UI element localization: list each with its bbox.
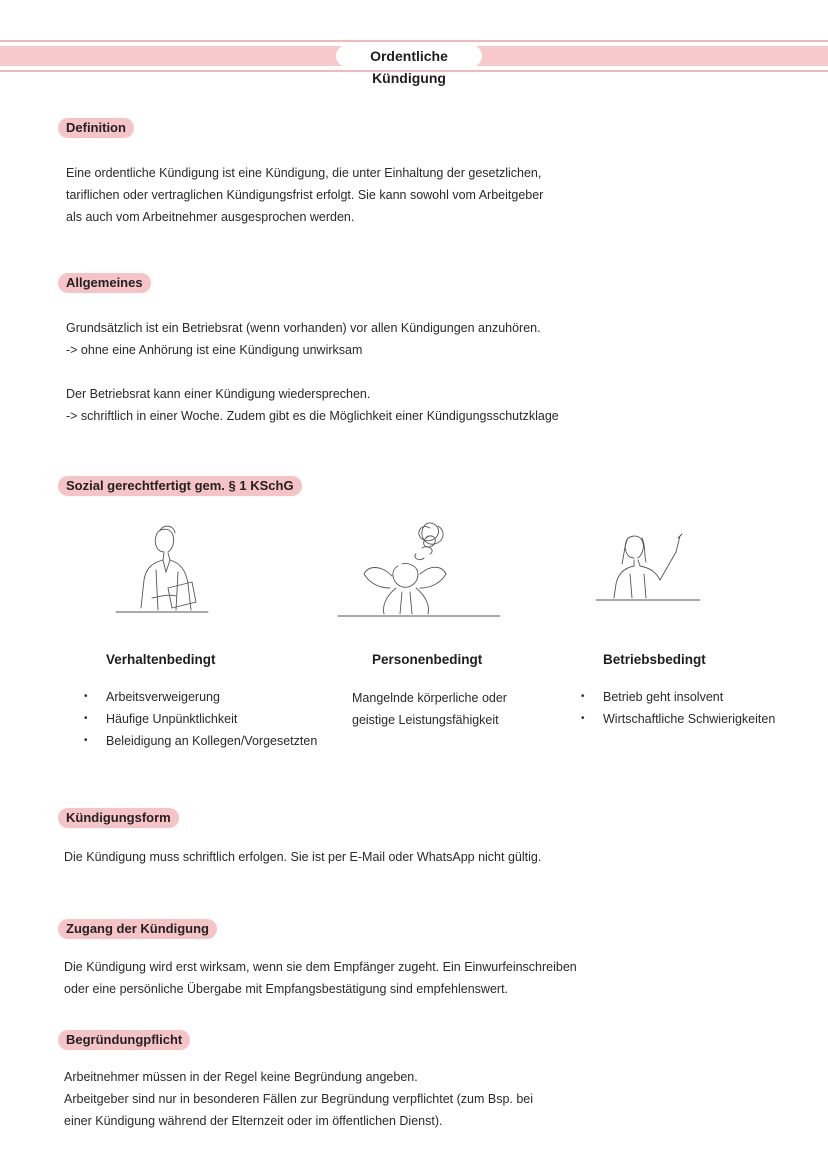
column-title-personenbedingt: Personenbedingt bbox=[372, 652, 483, 667]
list-item: • Arbeitsverweigerung bbox=[84, 686, 317, 708]
list-item: • Häufige Unpünktlichkeit bbox=[84, 708, 317, 730]
text-line: tariflichen oder vertraglichen Kündigungsfrist erfolgt. Sie kann sowohl vom Arbeitgeber bbox=[66, 188, 544, 202]
text-line: Grundsätzlich ist ein Betriebsrat (wenn vorhanden) vor allen Kündigungen anzuhören. bbox=[66, 321, 541, 335]
text-line: -> schriftlich in einer Woche. Zudem gibt es die Möglichkeit einer Kündigungsschutzklage bbox=[66, 409, 559, 423]
section-tag-kuendigungsform: Kündigungsform bbox=[58, 808, 179, 828]
page-title: Ordentliche Kündigung bbox=[336, 45, 482, 67]
begruendungpflicht-text bbox=[64, 1066, 533, 1132]
text-line: einer Kündigung während der Elternzeit oder im öffentlichen Dienst). bbox=[64, 1114, 443, 1128]
text-line: Die Kündigung wird erst wirksam, wenn sie dem Empfänger zugeht. Ein Einwurfeinschreiben bbox=[64, 960, 577, 974]
section-tag-sozial: Sozial gerechtfertigt gem. § 1 KSchG bbox=[58, 476, 302, 496]
betriebsbedingt-list bbox=[581, 686, 775, 730]
zugang-text bbox=[64, 956, 577, 1000]
personenbedingt-text bbox=[352, 687, 507, 731]
text-line: Mangelnde körperliche oder bbox=[352, 691, 507, 705]
kuendigungsform-text bbox=[64, 846, 541, 868]
column-title-betriebsbedingt: Betriebsbedingt bbox=[603, 652, 706, 667]
text-line: Arbeitnehmer müssen in der Regel keine Begründung angeben. bbox=[64, 1070, 418, 1084]
woman-with-tablet-icon bbox=[112, 522, 212, 617]
woman-pointing-icon bbox=[594, 530, 704, 604]
text-line: Eine ordentliche Kündigung ist eine Kündigung, die unter Einhaltung der gesetzlichen, bbox=[66, 166, 542, 180]
verhaltenbedingt-list bbox=[84, 686, 317, 752]
text-line: -> ohne eine Anhörung ist eine Kündigung unwirksam bbox=[66, 343, 363, 357]
text-line: Der Betriebsrat kann einer Kündigung wiedersprechen. bbox=[66, 387, 371, 401]
section-tag-begruendungpflicht: Begründungpflicht bbox=[58, 1030, 190, 1050]
text-line: oder eine persönliche Übergabe mit Empfangsbestätigung sind empfehlenswert. bbox=[64, 982, 509, 996]
section-tag-definition: Definition bbox=[58, 118, 134, 138]
column-title-verhaltenbedingt: Verhaltenbedingt bbox=[106, 652, 216, 667]
header-line-top bbox=[0, 40, 828, 42]
list-item: • Beleidigung an Kollegen/Vorgesetzten bbox=[84, 730, 317, 752]
section-tag-zugang: Zugang der Kündigung bbox=[58, 919, 217, 939]
definition-text bbox=[66, 162, 543, 228]
list-item: • Wirtschaftliche Schwierigkeiten bbox=[581, 708, 775, 730]
text-line: Arbeitgeber sind nur in besonderen Fällen zur Begründung verpflichtet (zum Bsp. bei bbox=[64, 1092, 534, 1106]
list-item: • Betrieb geht insolvent bbox=[581, 686, 775, 708]
stressed-woman-icon bbox=[336, 518, 502, 620]
section-tag-allgemeines: Allgemeines bbox=[58, 273, 151, 293]
text-line: Die Kündigung muss schriftlich erfolgen. Sie ist per E-Mail oder WhatsApp nicht gültig. bbox=[64, 850, 542, 864]
text-line: geistige Leistungsfähigkeit bbox=[352, 713, 499, 727]
text-line: als auch vom Arbeitnehmer ausgesprochen werden. bbox=[66, 210, 355, 224]
allgemeines-text-2 bbox=[66, 383, 559, 427]
allgemeines-text-1 bbox=[66, 317, 541, 361]
